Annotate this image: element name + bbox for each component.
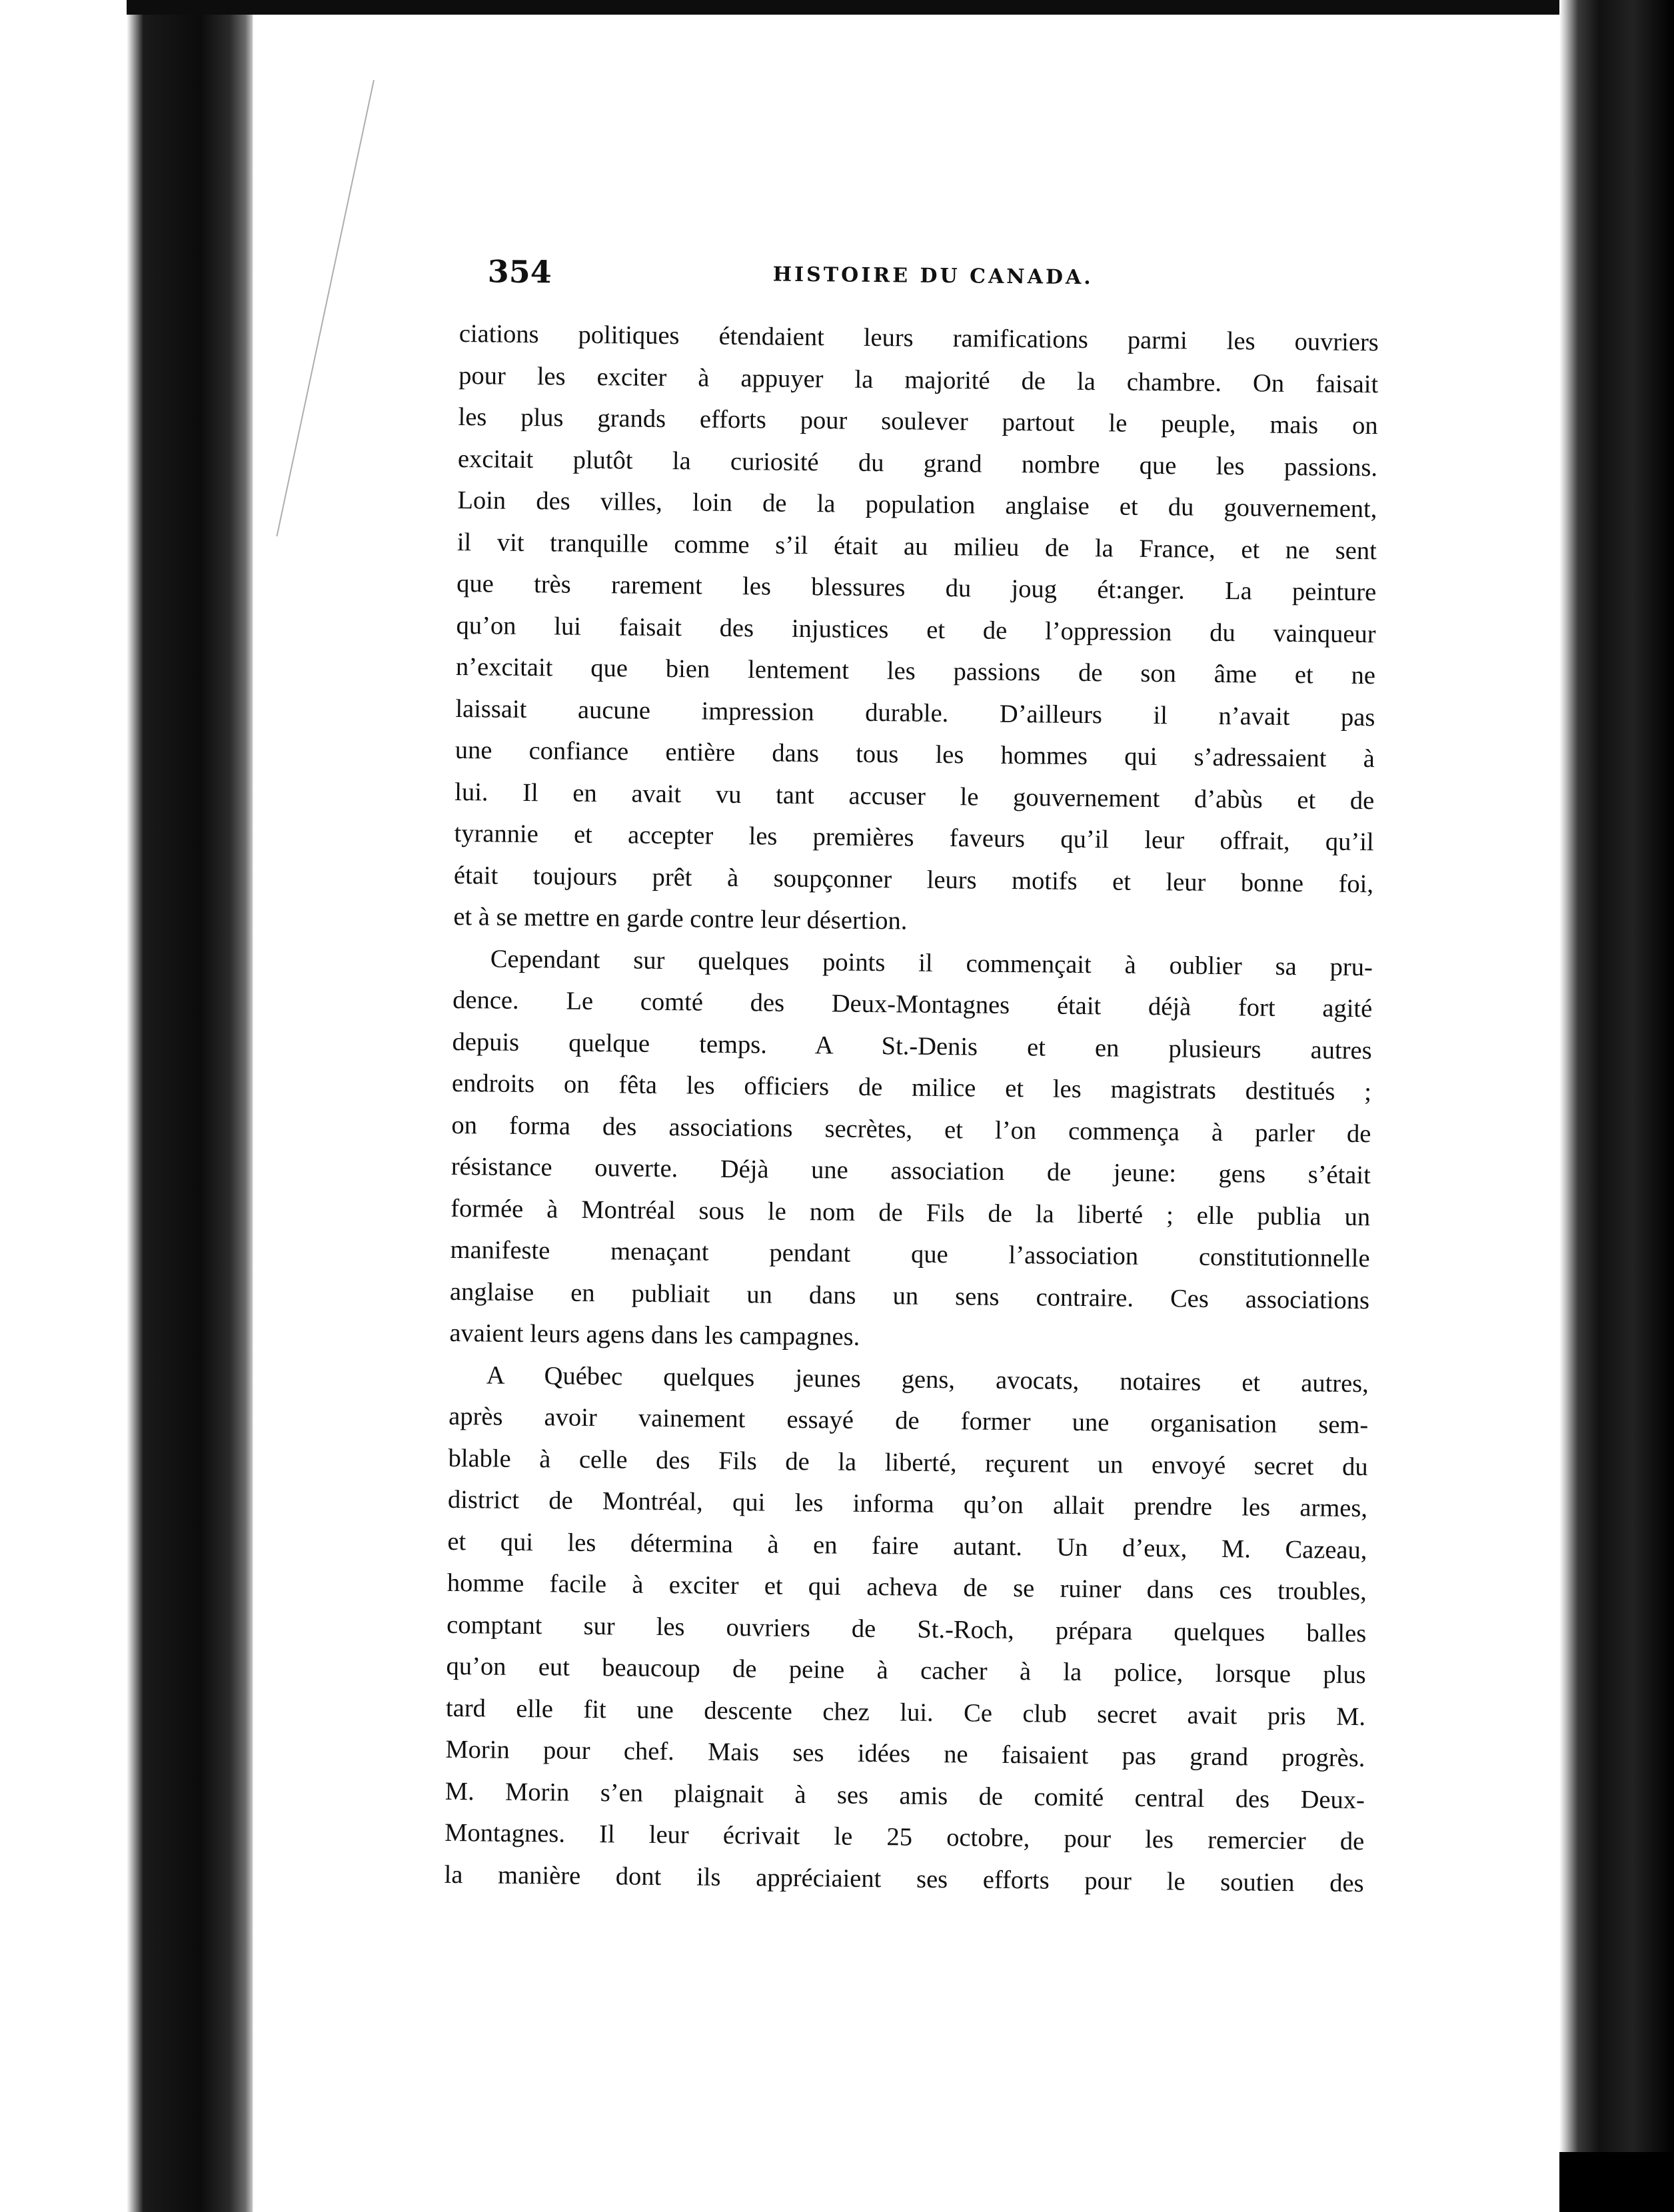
page-number: 354 (487, 253, 552, 290)
text-line: ciations politiques étendaient leurs ramifications parmi les ouvriers (458, 319, 1379, 357)
text-line: dence. Le comté des Deux-Montagnes était déjà fort agité (452, 985, 1373, 1023)
book-gutter-shadow (0, 0, 253, 2212)
text-line: tyrannie et accepter les premières faveurs qu’il leur offrait, qu’il (454, 819, 1374, 857)
text-line: était toujours prêt à soupçonner leurs motifs et leur bonne foi, (453, 861, 1374, 898)
text-line: et qui les détermina à en faire autant. Un d’eux, M. Cazeau, (447, 1527, 1367, 1564)
text-line: comptant sur les ouvriers de St.-Roch, prépara quelques balles (446, 1610, 1367, 1648)
text-line: blable à celle des Fils de la liberté, reçurent un envoyé secret du (448, 1444, 1368, 1481)
text-line: résistance ouverte. Déjà une association de jeune: gens s’était (450, 1152, 1371, 1190)
scan-scratch-mark (276, 80, 374, 536)
text-line: on forma des associations secrètes, et l’on commença à parler de (451, 1111, 1371, 1148)
text-line: M. Morin s’en plaignait à ses amis de comité central des Deux- (444, 1777, 1365, 1814)
running-head (459, 253, 1379, 308)
text-line: il vit tranquille comme s’il était au milieu de la France, et ne sent (456, 528, 1377, 565)
bottom-scan-border (1559, 2152, 1674, 2212)
right-page-edge-shadow (1559, 0, 1674, 2212)
text-line: Morin pour chef. Mais ses idées ne faisaient pas grand progrès. (445, 1735, 1365, 1773)
text-line: homme facile à exciter et qui acheva de se ruiner dans ces troubles, (446, 1568, 1367, 1606)
text-line: que très rarement les blessures du joug ét:anger. La peinture (456, 569, 1377, 607)
text-line: formée à Montréal sous le nom de Fils de la liberté ; elle publia un (450, 1194, 1371, 1231)
text-line: une confiance entière dans tous les hommes qui s’adressaient à (454, 736, 1375, 774)
top-scan-border (127, 0, 1674, 15)
text-line: anglaise en publiait un dans un sens contraire. Ces associations (449, 1277, 1370, 1315)
running-title: HISTOIRE DU CANADA. (772, 263, 1094, 290)
paragraph-end-line: avaient leurs agens dans les campagnes. (449, 1319, 860, 1351)
text-line: depuis quelque temps. A St.-Denis et en plusieurs autres (452, 1027, 1372, 1065)
text-line: endroits on fêta les officiers de milice et les magistrats destitués ; (451, 1069, 1372, 1107)
text-line: laissait aucune impression durable. D’ailleurs il n’avait pas (455, 694, 1375, 732)
text-line: manifeste menaçant pendant que l’association constitutionnelle (450, 1235, 1370, 1273)
text-line: qu’on eut beaucoup de peine à cacher à la police, lorsque plus (446, 1652, 1366, 1690)
text-line: tard elle fit une descente chez lui. Ce club secret avait pris M. (445, 1694, 1366, 1731)
text-line: Montagnes. Il leur écrivait le 25 octobre, pour les remercier de (444, 1818, 1365, 1856)
text-line: pour les exciter à appuyer la majorité de la chambre. On faisait (458, 361, 1379, 398)
paragraph-start-line: Cependant sur quelques points il commençait à oublier sa pru- (490, 944, 1373, 981)
page-content (444, 253, 1379, 1904)
text-line: n’excitait que bien lentement les passions de son âme et ne (455, 652, 1376, 690)
paragraph-start-line: A Québec quelques jeunes gens, avocats, notaires et autres, (486, 1361, 1369, 1398)
text-line: excitait plutôt la curiosité du grand nombre que les passions. (457, 444, 1378, 482)
text-line: après avoir vainement essayé de former une organisation sem- (448, 1402, 1369, 1440)
text-line: qu’on lui faisait des injustices et de l’oppression du vainqueur (456, 611, 1376, 648)
text-line: les plus grands efforts pour soulever partout le peuple, mais on (458, 402, 1378, 440)
text-line: lui. Il en avait vu tant accuser le gouvernement d’abùs et de (454, 778, 1375, 815)
paragraph-end-line: et à se mettre en garde contre leur désertion. (453, 902, 908, 935)
text-line: district de Montréal, qui les informa qu’on allait prendre les armes, (447, 1485, 1368, 1523)
text-line: Loin des villes, loin de la population anglaise et du gouvernement, (457, 486, 1377, 524)
body-text (444, 313, 1379, 1904)
text-line: la manière dont ils appréciaient ses efforts pour le soutien des (444, 1860, 1364, 1898)
